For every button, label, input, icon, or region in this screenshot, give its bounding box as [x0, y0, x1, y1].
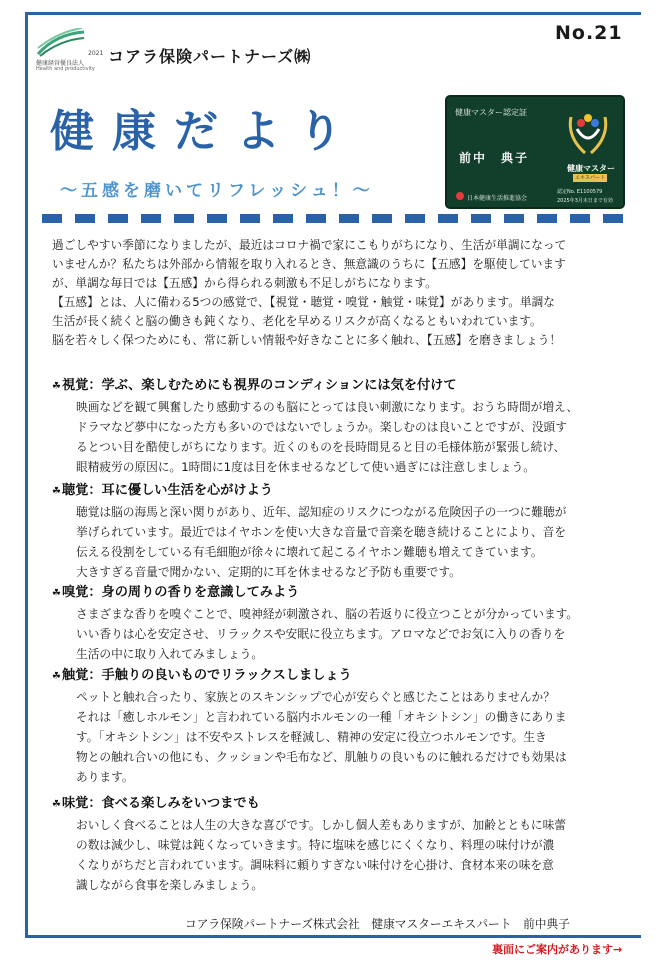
section-line: ドラマなど夢中になった方も多いのではないでしょうか。楽しむのは良いことですが、没頭す: [76, 420, 567, 434]
section-heading: [52, 376, 642, 397]
page-subtitle: ～五感を磨いてリフレッシュ！～: [60, 181, 374, 201]
page-title: 健康だより: [50, 106, 360, 157]
clover-bullet-icon: ☘: [52, 588, 61, 599]
section-heading: [52, 666, 642, 687]
section-body: [52, 397, 642, 477]
sense-section: [52, 481, 642, 582]
logo-swoosh-icon: [36, 28, 86, 58]
org-mark-icon: [455, 191, 465, 201]
section-heading-text: 嗅覚：身の周りの香りを意識してみよう: [61, 585, 300, 600]
sense-section: [52, 666, 642, 787]
clover-bullet-icon: ☘: [52, 799, 61, 810]
section-line: 識しながら食事を楽しみましょう。: [76, 878, 264, 892]
section-line: 伝える役割をしている有毛細胞が徐々に壊れて起こるイヤホン難聴も増えてきています。: [76, 545, 543, 559]
clover-bullet-icon: ☘: [52, 381, 61, 392]
intro-line: 生活が長く続くと脳の働きも鈍くなり、老化を早めるリスクが高くなるともいわれています。: [52, 314, 542, 328]
intro-line: いませんか？私たちは外部から情報を取り入れるとき、無意識のうちに【五感】を駆使しています: [52, 257, 566, 271]
section-body: [52, 502, 642, 582]
logo-year: 2021: [88, 50, 104, 57]
card-cert-number: 認定No. E1100579: [557, 189, 603, 195]
intro-line: 過ごしやすい季節になりましたが、最近はコロナ禍で家にこもりがちになり、生活が単調になって: [52, 238, 567, 252]
intro-line: 【五感】とは、人に備わる5つの感覚で、【視覚・聴覚・嗅覚・触覚・味覚】があります。単調な: [52, 295, 555, 309]
section-line: 生活の中に取り入れてみましょう。: [76, 647, 264, 661]
health-master-certificate-card: [445, 95, 625, 209]
section-line: くなりがちだと言われています。調味料に頼りすぎない味付けを心掛け、食材本来の味を意: [76, 858, 554, 872]
section-heading: [52, 481, 642, 502]
section-line: 聴覚は脳の海馬と深い関りがあり、近年、認知症のリスクにつながる危険因子の一つに難聴が: [76, 505, 567, 519]
clover-bullet-icon: ☘: [52, 486, 61, 497]
frame-top-border: [25, 12, 641, 15]
section-line: す。「オキシトシン」は不安やストレスを軽減し、精神の安定に役立つホルモンです。生き: [76, 730, 547, 744]
section-line: 映画などを観て興奮したり感動するのも脳にとっては良い刺激になります。おうち時間が増え、: [76, 400, 579, 414]
intro-line: 脳を若々しく保つためにも、常に新しい情報や好きなことに多く触れ、【五感】を磨きましょう！: [52, 333, 562, 347]
section-line: 挙げられています。最近ではイヤホンを使い大きな音量で音楽を聴き続けることにより、音を: [76, 525, 566, 539]
section-line: ペットと触れ合ったり、家族とのスキンシップで心が安らぐと感じたことはありませんか？: [76, 690, 555, 704]
section-line: それは「癒しホルモン」と言われている脳内ホルモンの一種「オキシトシン」の働きにありま: [76, 710, 567, 724]
issue-number: No.21: [555, 22, 623, 44]
section-heading-text: 味覚：食べる楽しみをいつまでも: [61, 796, 260, 811]
logo-text: 健康経営優良法人: [36, 60, 85, 67]
card-title: 健康マスター: [567, 164, 615, 173]
clover-bullet-icon: ☘: [52, 671, 61, 682]
back-page-note: 裏面にご案内があります→: [492, 943, 623, 956]
section-body: [52, 604, 642, 664]
section-heading-text: 視覚：学ぶ、楽しむためにも視界のコンディションには気を付けて: [61, 378, 457, 393]
section-body: [52, 815, 642, 895]
card-validity: 2025年3月末日まで有効: [557, 198, 613, 204]
sense-section: [52, 376, 642, 477]
card-holder-name: 前中 典子: [459, 151, 530, 165]
frame-bottom-border: [25, 935, 641, 938]
section-body: [52, 687, 642, 787]
section-line: おいしく食べることは人生の大きな喜びです。しかし個人差もありますが、加齢とともに味蕾: [76, 818, 566, 832]
company-name: コアラ保険パートナーズ㈱: [108, 47, 312, 66]
section-line: さまざまな香りを嗅ぐことで、嗅神経が刺激され、脳の若返りに役立つことが分かっています。: [76, 607, 579, 621]
intro-line: が、単調な毎日では【五感】から得られる刺激も不足しがちになります。: [52, 276, 437, 290]
section-heading-text: 聴覚：耳に優しい生活を心がけよう: [61, 483, 273, 498]
section-heading: [52, 583, 642, 604]
sense-section: [52, 794, 642, 895]
section-heading-text: 触覚：手触りの良いものでリラックスしましょう: [61, 668, 352, 683]
sense-section: [52, 583, 642, 664]
card-subtitle-badge: エキスパート: [573, 174, 607, 182]
logo-subtext: Health and productivity: [36, 66, 95, 72]
section-line: の数は減少し、味覚は鈍くなっていきます。特に塩味を感じにくくなり、料理の味付けが濃: [76, 838, 555, 852]
section-line: 大きすぎる音量で聞かない、定期的に耳を休ませるなど予防も重要です。: [76, 565, 461, 579]
footer-author: コアラ保険パートナーズ株式会社 健康マスターエキスパート 前中典子: [185, 917, 570, 931]
section-line: いい香りは心を安定させ、リラックスや安眠に役立ちます。アロマなどでお気に入りの香りを: [76, 627, 566, 641]
section-line: るとつい目を酷使しがちになります。近くのものを長時間見ると目の毛様体筋が緊張し続け、: [76, 440, 566, 454]
card-organization: 日本健康生活推進協会: [467, 195, 528, 202]
card-label: 健康マスター認定証: [455, 108, 527, 117]
health-management-logo: [36, 28, 104, 86]
laurel-emblem-icon: [565, 107, 611, 157]
section-line: 眼精疲労の原因に。1時間に1度は目を休ませるなどして使い過ぎには注意しましょう。: [76, 460, 535, 474]
section-heading: [52, 794, 642, 815]
intro-paragraph: [52, 236, 632, 350]
section-line: あります。: [76, 770, 134, 784]
dashed-divider: [42, 214, 632, 223]
section-line: 物との触れ合いの他にも、クッションや毛布など、肌触りの良いものに触れるだけでも効果は: [76, 750, 567, 764]
frame-left-border: [25, 12, 28, 938]
